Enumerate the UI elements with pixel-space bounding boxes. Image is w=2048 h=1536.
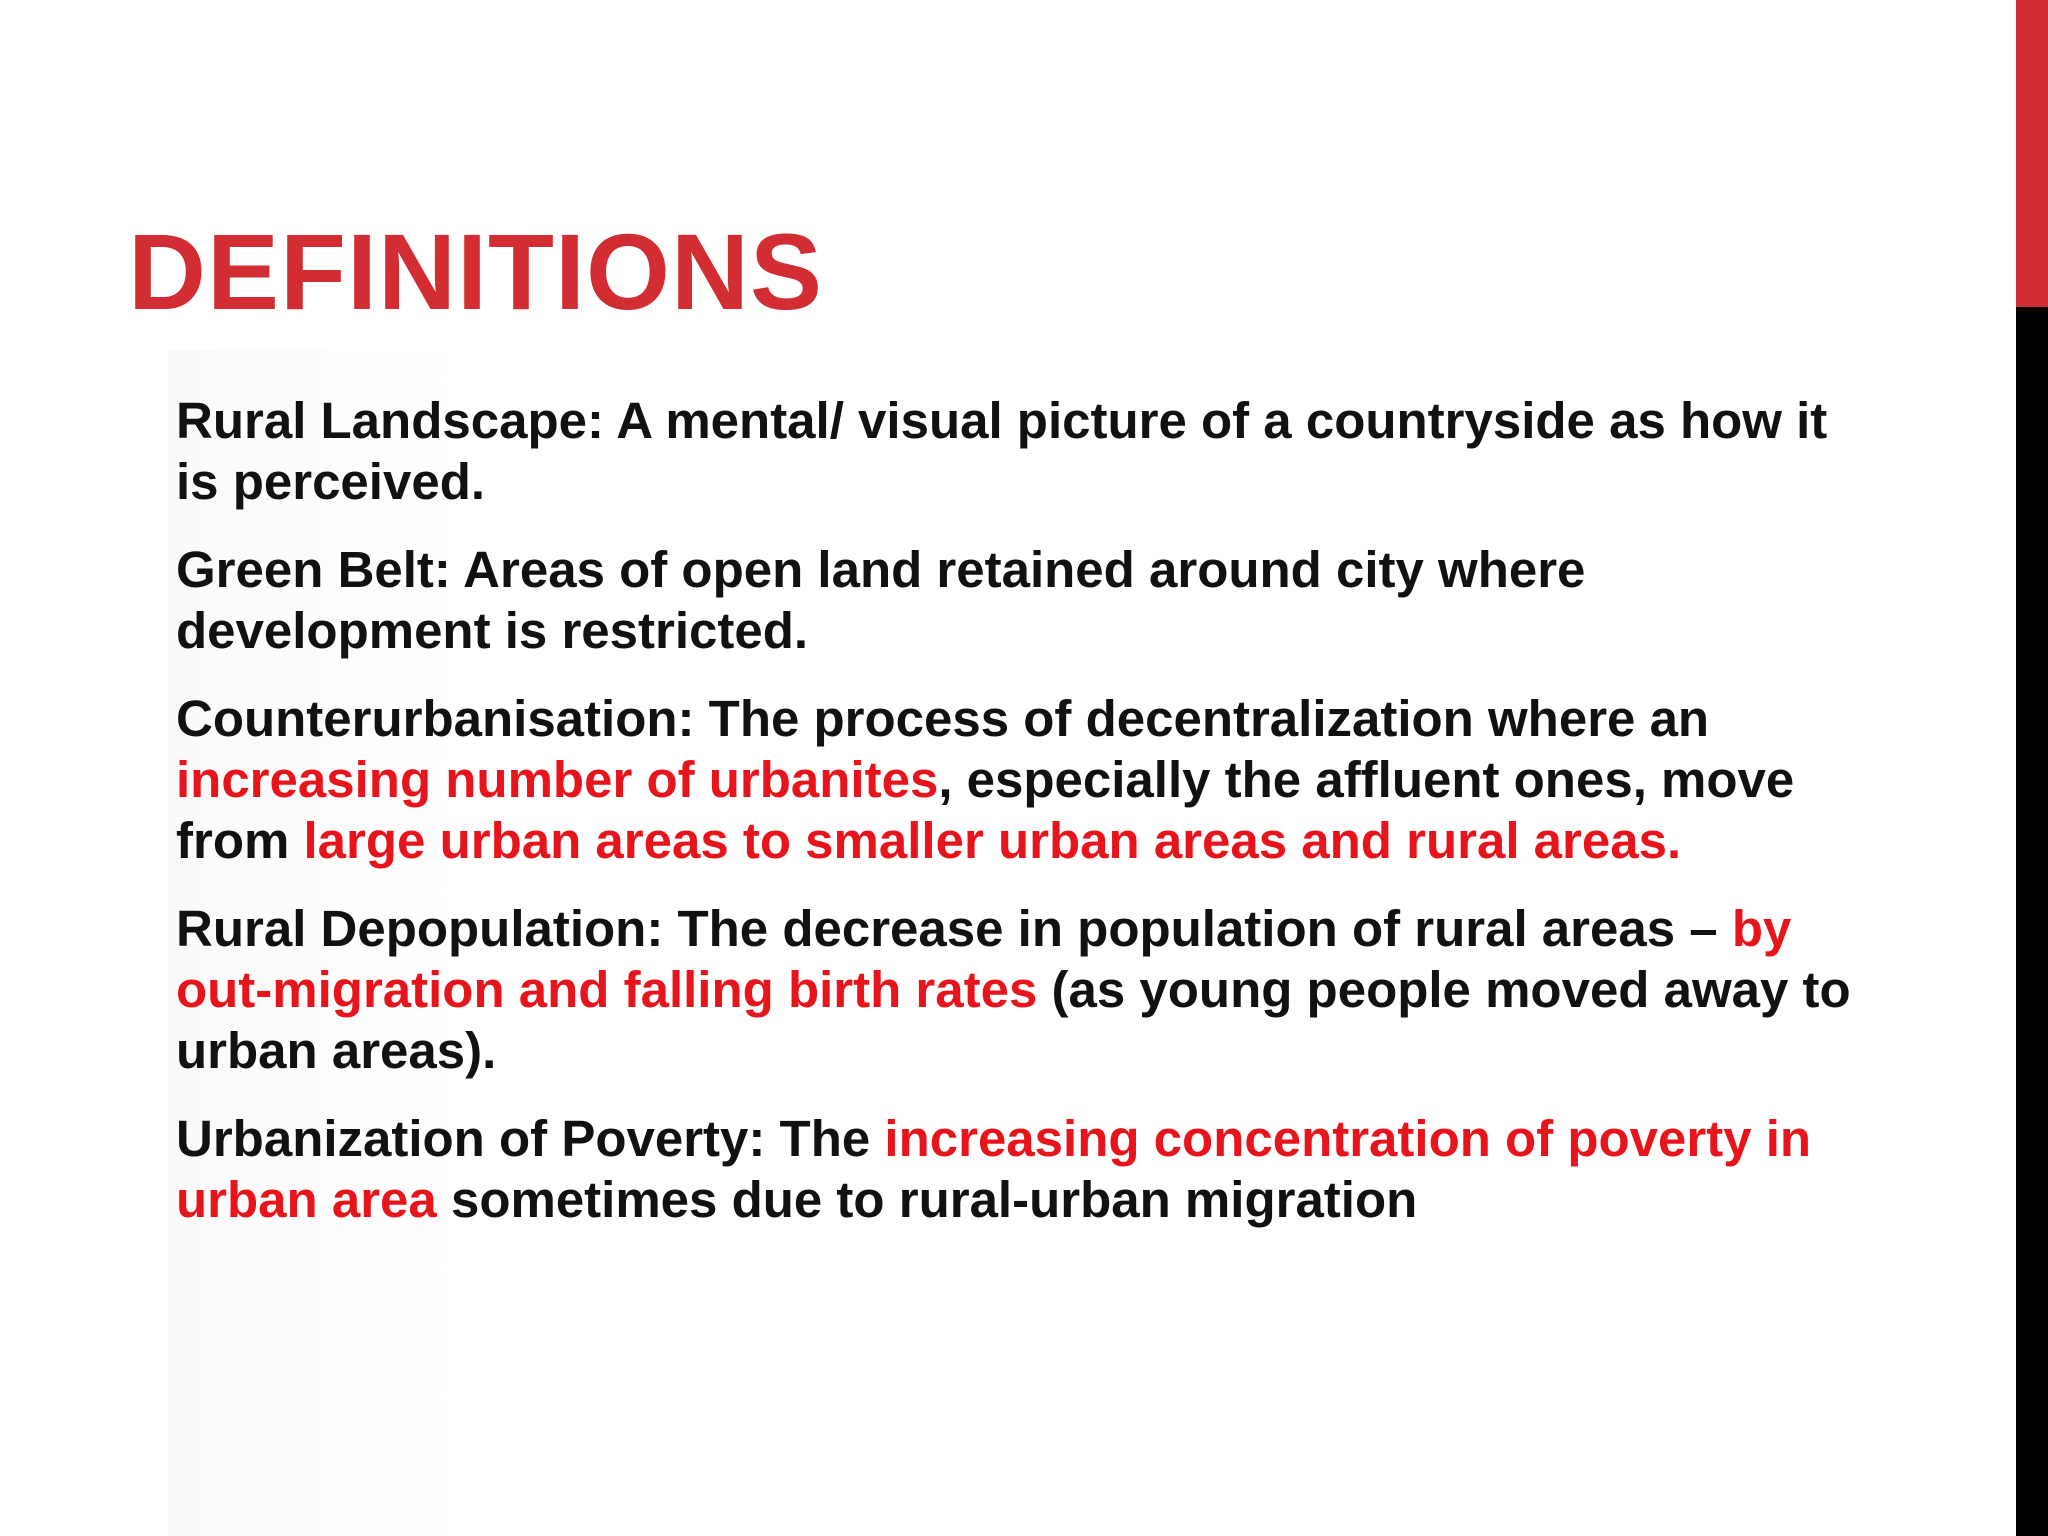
definition-text: Urbanization of Poverty: The: [176, 1110, 885, 1167]
definition-highlight-text: increasing number of urbanites: [176, 751, 939, 808]
definition-text: (as young people moved away to urban areas).: [176, 961, 1851, 1079]
definition-item: [176, 898, 1876, 1081]
definition-highlight-text: increasing concentration of poverty in urban area: [176, 1110, 1812, 1228]
definition-highlight-text: large urban areas to smaller urban areas and rural areas.: [303, 812, 1682, 869]
definitions-list: [176, 390, 1876, 1257]
definition-text: sometimes due to rural-urban migration: [436, 1171, 1418, 1228]
definition-text: , especially the affluent ones, move from: [176, 751, 1795, 869]
definition-item: [176, 1108, 1876, 1230]
definition-item: [176, 688, 1876, 871]
definition-item: [176, 539, 1876, 661]
accent-bar-black: [2016, 307, 2048, 1536]
definition-highlight-text: by out-migration and falling birth rates: [176, 900, 1792, 1018]
definition-text: Rural Depopulation: The decrease in population of rural areas –: [176, 900, 1732, 957]
definition-text: Green Belt: Areas of open land retained around city where development is restricted.: [176, 541, 1586, 659]
definition-text: Rural Landscape: A mental/ visual picture of a countryside as how it is perceived.: [176, 392, 1828, 510]
slide-title: DEFINITIONS: [128, 211, 824, 332]
definition-item: [176, 390, 1876, 512]
definition-text: Counterurbanisation: The process of decentralization where an: [176, 690, 1710, 747]
accent-bar-red: [2016, 0, 2048, 307]
